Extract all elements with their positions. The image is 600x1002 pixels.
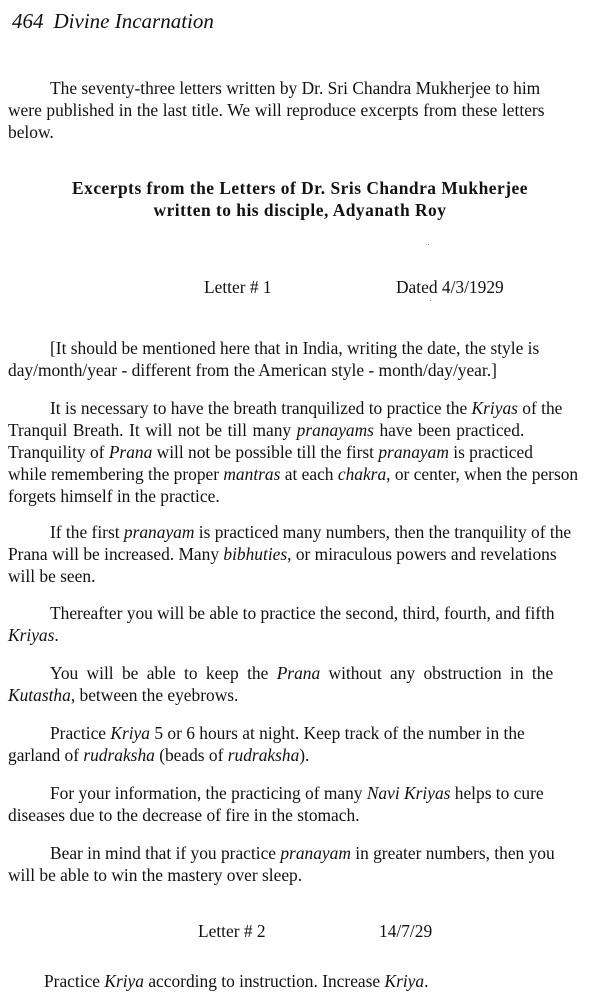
italic-term: pranayam xyxy=(123,522,195,542)
p2-line-2 xyxy=(8,419,524,441)
text-run: without any obstruction in the xyxy=(320,663,554,683)
intro-line-1: The seventy-three letters written by Dr. Sri Chandra Mukherjee to him xyxy=(50,78,541,98)
italic-term: Kriyas xyxy=(471,398,518,418)
text-run: at each xyxy=(280,464,338,484)
text-run: , or center, when the person xyxy=(386,464,579,484)
closing-line xyxy=(44,970,428,992)
italic-term: Kriya xyxy=(110,723,150,743)
p4-line-2 xyxy=(8,624,59,646)
text-run: It is necessary to have the breath tranquilized to practice the xyxy=(50,398,472,418)
text-run: will not be possible till the first xyxy=(152,442,379,462)
text-run: helps to cure xyxy=(450,783,544,803)
text-run: garland of xyxy=(8,745,84,765)
text-run: is practiced xyxy=(448,442,533,462)
text-run: (beads of xyxy=(154,745,228,765)
italic-term: bibhuties xyxy=(223,544,288,564)
intro-line-3: below. xyxy=(8,122,54,142)
text-run: Practice xyxy=(50,723,111,743)
p7-line-2: diseases due to the decrease of fire in the stomach. xyxy=(8,805,360,825)
p5-line-2 xyxy=(8,684,238,706)
intro-line-2: were published in the last title. We will reproduce excerpts from these letters xyxy=(8,100,545,120)
note-line-2: day/month/year - different from the American style - month/day/year.] xyxy=(8,360,497,380)
excerpt-heading-line-1: Excerpts from the Letters of Dr. Sris Chandra Mukherjee xyxy=(72,178,528,198)
page-number: 464 xyxy=(12,9,44,33)
italic-term: rudraksha xyxy=(227,745,300,765)
italic-term: Kriya xyxy=(104,971,144,991)
p8-line-1 xyxy=(50,842,555,864)
p2-line-4 xyxy=(8,463,578,485)
text-run: Prana will be increased. Many xyxy=(8,544,224,564)
p6-line-2 xyxy=(8,744,309,766)
italic-term: Kutastha xyxy=(8,685,71,705)
text-run: while remembering the proper xyxy=(8,464,224,484)
text-run: 5 or 6 hours at night. Keep track of the number in the xyxy=(149,723,525,743)
text-run: Bear in mind that if you practice xyxy=(50,843,281,863)
text-run: Tranquil Breath. It will not be till many xyxy=(8,420,297,440)
letter-2-label: Letter # 2 xyxy=(198,921,266,941)
italic-term: pranayams xyxy=(296,420,374,440)
letter-1-date: Dated 4/3/1929 xyxy=(396,277,504,297)
text-run: Tranquility of xyxy=(8,442,109,462)
italic-term: pranayam xyxy=(280,843,351,863)
p2-line-1 xyxy=(50,397,562,419)
p8-line-2: will be able to win the mastery over sleep. xyxy=(8,865,303,885)
italic-term: Prana xyxy=(276,663,321,683)
italic-term: Prana xyxy=(108,442,153,462)
p3-line-2 xyxy=(8,543,557,565)
p2-line-5: forgets himself in the practice. xyxy=(8,486,220,506)
letter-2-date: 14/7/29 xyxy=(379,921,433,941)
text-run: in greater numbers, then you xyxy=(350,843,555,863)
text-run: have been practiced. xyxy=(373,420,525,440)
p5-line-1 xyxy=(50,662,553,684)
italic-term: Kriya xyxy=(384,971,425,991)
italic-term: chakra xyxy=(337,464,387,484)
text-run: Practice xyxy=(44,971,105,991)
running-header xyxy=(12,9,214,34)
text-run: of the xyxy=(517,398,563,418)
italic-term: rudraksha xyxy=(83,745,155,765)
letter-1-label: Letter # 1 xyxy=(204,277,272,297)
italic-term: mantras xyxy=(223,464,281,484)
text-run: You will be able to keep the xyxy=(50,663,277,683)
italic-term: Navi Kriyas xyxy=(366,783,451,803)
p3-line-1 xyxy=(50,521,571,543)
text-run: ). xyxy=(299,745,310,765)
text-run: If the first xyxy=(50,522,124,542)
italic-term: Kriyas xyxy=(8,625,55,645)
text-run: according to instruction. Increase xyxy=(143,971,385,991)
text-run: is practiced many numbers, then the tranquility of the xyxy=(194,522,572,542)
text-run: . xyxy=(424,971,429,991)
italic-term: pranayam xyxy=(378,442,449,462)
p2-line-3 xyxy=(8,441,533,463)
p7-line-1 xyxy=(50,782,544,804)
p4-line-1: Thereafter you will be able to practice the second, third, fourth, and fifth xyxy=(50,603,555,623)
text-run: . xyxy=(54,625,59,645)
scan-speck xyxy=(430,300,431,301)
p3-line-3: will be seen. xyxy=(8,566,96,586)
text-run: For your information, the practicing of many xyxy=(50,783,367,803)
running-title: Divine Incarnation xyxy=(53,9,214,33)
scan-speck xyxy=(428,244,429,245)
excerpt-heading-line-2: written to his disciple, Adyanath Roy xyxy=(153,200,447,220)
text-run: , between the eyebrows. xyxy=(70,685,239,705)
p6-line-1 xyxy=(50,722,525,744)
note-line-1: [It should be mentioned here that in India, writing the date, the style is xyxy=(50,338,540,358)
text-run: , or miraculous powers and revelations xyxy=(287,544,557,564)
